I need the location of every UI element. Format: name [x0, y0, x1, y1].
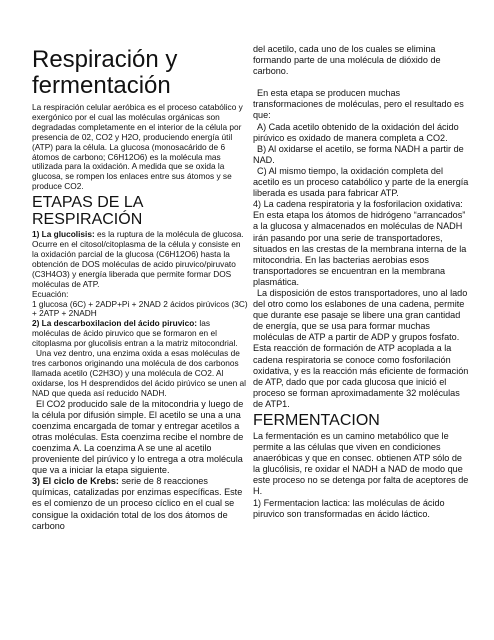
- krebs-text: serie de 8 reacciones químicas, catalizadas por enzimas específicas. Este es el comienzo de un proceso cíclico en el cual se consigue la oxidación total de los dos átomos de carbono: [32, 476, 243, 531]
- ecuacion-label: Ecuación:: [32, 288, 69, 299]
- disposicion-paragraph: La disposición de estos transportadores, uno al lado del otro como los eslabones de una cadena, permite que durante ese pasaje se libere una gran cantidad de energía, que se usa para formar muchas moléculas de ATP a partir de ADP y grupos fosfato. Esta reacción de formación de ATP acoplada a la cadena respiratoria se conoce como fosforilación oxidativa, y es la reacción más eficiente de formación de ATP, dado que por cada glucosa que inició el proceso se forman aproximadamente 32 moléculas de ATP1.: [253, 287, 469, 409]
- krebs-title: 3) El ciclo de Krebs:: [32, 476, 119, 487]
- ecuacion-text: 1 glucosa (6C) + 2ADP+Pi + 2NAD 2 ácidos pirúvicos (3C) + 2ATP + 2NADH: [32, 298, 248, 319]
- left-column: [32, 47, 248, 532]
- cadena-paragraph: 4) La cadena respiratoria y la fosforilacion oxidativa: En esta etapa los átomos de hidrógeno “arrancados” a la glucosa y almacenados en moléculas de NADH irán pasando por una serie de transportadores, situados en las crestas de la membrana interna de la mitocondria. En las bacterias aerobias esos transportadores se encuentran en la membrana plasmática.: [253, 199, 467, 287]
- item-a: A) Cada acetilo obtenido de la oxidación del ácido pirúvico es oxidado de manera completa a CO2.: [253, 121, 459, 143]
- glucolisis-title: 1) La glucolisis:: [32, 229, 95, 240]
- item-c: C) Al mismo tiempo, la oxidación completa del acetilo es un proceso catabólico y parte de la energía liberada es usada para fabricar ATP.: [253, 165, 469, 199]
- krebs-continuation: del acetilo, cada uno de los cuales se elimina formando parte de una molécula de dióxido de carbono.: [253, 44, 441, 77]
- page-title: Respiración y fermentación: [32, 46, 178, 99]
- item-b: B) Al oxidarse el acetilo, se forma NADH a partir de NAD.: [253, 143, 464, 165]
- heading-etapas: ETAPAS DE LA RESPIRACIÓN: [32, 194, 143, 229]
- glucolisis-paragraph: [32, 230, 248, 289]
- right-column: [253, 44, 471, 520]
- heading-fermentacion: FERMENTACION: [253, 412, 380, 429]
- descarbox-text: las moléculas de ácido piruvico que se formaron en el citoplasma por glucolisis entran a la matriz mitocondrial.: [32, 318, 238, 349]
- krebs-paragraph: [32, 476, 248, 531]
- etapa-intro: En esta etapa se producen muchas transformaciones de moléculas, pero el resultado es que:: [253, 88, 464, 121]
- fermentacion-paragraph: La fermentación es un camino metabólico que le permite a las células que viven en condiciones anaeróbicas y que en consec. obtienen ATP sólo de la glucólisis, re oxidar el NADH a NAD de modo que este proceso no se detenga por falta de aceptores de H.: [253, 431, 469, 497]
- descarbox-paragraph: [32, 319, 248, 349]
- lactica-paragraph: 1) Fermentacion lactica: las moléculas de ácido piruvico son transformadas en ácido láctico.: [253, 497, 445, 519]
- co2-paragraph: El CO2 producido sale de la mitocondria y luego de la célula por difusión simple. El acetilo se una a una coenzima encargada de tomar y entregar acetilos a otras moléculas. Esta coenzima recibe el nombre de coenzima A. La coenzima A se une al acetilo proveniente del pirúvico y lo entrega a otra molécula que va a iniciar la etapa siguiente.: [32, 398, 244, 476]
- glucolisis-text: es la ruptura de la molécula de glucosa. Ocurre en el citosol/citoplasma de la célula y consiste en la oxidación parcial de la glucosa (C6H12O6) hasta la obtención de DOS moléculas de acido piruvico/piruvato (C3H4O3) y energía liberada que permite formar DOS moléculas de ATP.: [32, 229, 244, 289]
- intro-paragraph: La respiración celular aeróbica es el proceso catabólico y exergónico por el cual las moléculas orgánicas son degradadas completamente en el interior de la célula por presencia de 02, CO2 y H2O, produciendo energía útil (ATP) para la célula. La glucosa (monosacárido de 6 átomos de carbono; C6H12O6) es la molécula mas utilizada para la oxidación. A medida que se oxida la glucosa, se rompen los enlaces entre sus átomos y se produce CO2.: [32, 102, 243, 192]
- enzima-paragraph: Una vez dentro, una enzima oxida a esas moléculas de tres carbonos originando una molécula de dos carbonos llamada acetilo (C2H3O) y una molécula de CO2. Al oxidarse, los H desprendidos del ácido pirúvico se unen al NAD que queda así reducido NADH.: [32, 348, 247, 398]
- descarbox-title: 2) La descarboxilacion del ácido piruvico:: [32, 318, 198, 329]
